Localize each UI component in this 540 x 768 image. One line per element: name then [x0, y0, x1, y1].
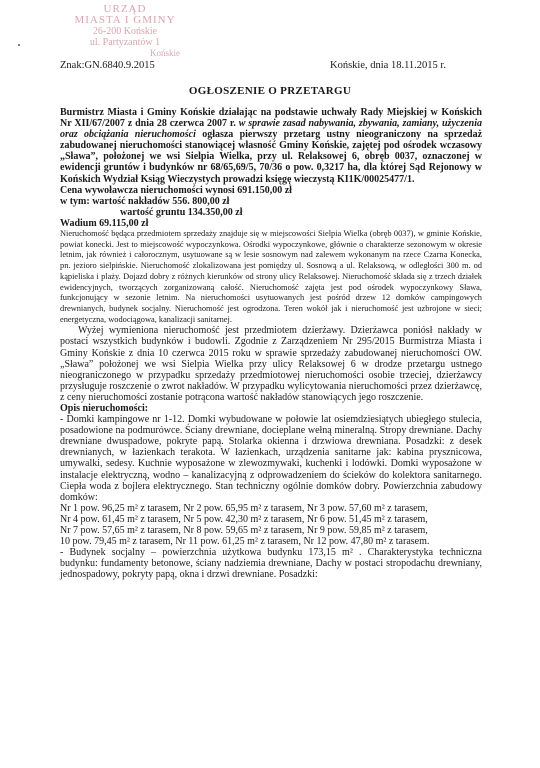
- social-building-paragraph: - Budynek socjalny – powierzchnia użytkowa budynku 173,15 m² . Charakterystyka techniczna budynku: fundamenty betonowe, ściany nadziemia drewniane, Dachy w postaci stropodachu drewniany, jednospadowy, pokryty papą, okna i drzwi drewniane. Posadzki:: [60, 547, 482, 581]
- place-and-date: Końskie, dnia 18.11.2015 r.: [330, 60, 446, 71]
- section-heading: Opis nieruchomości:: [60, 403, 149, 415]
- cottage-areas-line: Nr 1 pow. 96,25 m² z tarasem, Nr 2 pow. 65,95 m² z tarasem, Nr 3 pow. 57,60 m² z tarasem,: [60, 502, 428, 514]
- call-price: Cena wywoławcza nieruchomości wynosi 691.150,00 zł: [60, 184, 292, 196]
- stamp-line: ul. Partyzantów 1: [89, 37, 161, 48]
- office-stamp: [62, 4, 188, 59]
- intro-bold-start: Burmistrz Miasta i Gminy Końskie działając na podstawie uchwały Rady Miejskiej w Końskich Nr XII/67/2007 z dnia 28 czerwca 2007 r.: [60, 107, 482, 130]
- intro-bold-end: ogłasza pierwszy przetarg ustny nieograniczony na sprzedaż zabudowanej nieruchomości stanowiącej własność Gminy Końskie, zajętej pod ośrodek wczasowy „Sława”, położonej we wsi Sielpia Wielka, przy ul. Relaksowej 6, obręb 0037, oznaczonej w ewidencji gruntów i budynków nr 68/65,69/5, 70/36 o pow. 0,3217 ha, dla której Sąd Rejonowy w Końskich Wydział Ksiąg Wieczystych prowadzi księgę wieczystą KI1K/00025477/1.: [60, 129, 483, 185]
- property-description: Nieruchomość będąca przedmiotem sprzedaży znajduje się w miejscowości Sielpia Wielka (obręb 0037), w gminie Końskie, powiat konecki. Jest to miejscowość wypoczynkowa. Ośrodki wypoczynkowe, głównie o charakterze sezonowym w okresie letnim, jak również i całorocznym, usytuowane są w lesie sosnowym nad zalewem wykonanym na rzece Czarna Konecka, pn. jezioro sielpińskie. Nieruchomość zlokalizowana jest pomiędzy ul. Sosnową a ul. Relaksową, w odległości 300 m. od kąpieliska i plaży. Dojazd dobry z różnych kierunków od strony ulicy Relaksowej. Nieruchomość składa się z trzech działek ewidencyjnych, tworzących zorganizowaną całość. Nieruchomość zajęta jest pod ośrodek wypoczynkowy Sława, funkcjonujący w sezonie letnim. Na nieruchomości usytuowanych jest pośród drzew 12 domków campingowych drewnianych, budynek socjalny. Nieruchomość jest ogrodzona. Teren wokół jak i nieruchomość jest uzbrojone w sieci; energetyczna, wodociągowa, kanalizacji sanitarnej.: [60, 229, 482, 324]
- reference-number: Znak:GN.6840.9.2015: [60, 60, 155, 71]
- buildings-value: w tym: wartość nakładów 556. 800,00 zł: [60, 195, 230, 207]
- land-value: wartość gruntu 134.350,00 zł: [120, 206, 243, 218]
- cottages-paragraph: - Domki kampingowe nr 1-12. Domki wybudowane w połowie lat osiemdziesiątych ubiegłego stulecia, posadowione na podmurówce. Ściany drewniane, docieplane wełną mineralną. Stropy drewniane. Dachy drewniane dwuspadowe, pokryte papą. Stolarka okienna i drzwiowa drewniana. Posadzki: z desek drewnianych, w łazienkach terakota. W łazienkach, urządzenia sanitarne jak: kabina prysznicowa, umywalki, sedesy. Kuchnie wyposażone w zlewozmywaki, kuchenki i lodówki. Domki wyposażone w instalacje elektryczną, wodno – kanalizacyjną z odprowadzeniem do ścieków do kolektora sanitarnego. Ciepła woda z bojlera elektrycznego. Stan techniczny ogólnie domków dobry. Powierzchnia zabudowy domków:: [60, 414, 482, 503]
- stamp-line: URZĄD: [103, 3, 147, 15]
- stamp-line: 26-200 Końskie: [92, 26, 158, 37]
- cottage-areas-line: 10 pow. 79,45 m² z tarasem, Nr 11 pow. 61,25 m² z tarasem, Nr 12 pow. 47,80 m² z tarasem.: [60, 536, 430, 548]
- scan-mark: [18, 44, 20, 46]
- stamp-line: Końskie: [150, 48, 180, 58]
- stamp-line: MIASTA I GMINY: [74, 14, 176, 26]
- lease-paragraph: Wyżej wymieniona nieruchomość jest przedmiotem dzierżawy. Dzierżawca poniósł nakłady w postaci wszystkich budynków i budowli. Zgodnie z Zarządzeniem Nr 295/2015 Burmistrza Miasta i Gminy Końskie z dnia 10 czerwca 2015 roku w sprawie sprzedaży zabudowanej nieruchomości OW. „Sława” położonej we wsi Sielpia Wielka przy ulicy Relaksowej 6 w drodze przetargu ustnego nieograniczonego w przypadku sprzedaży przedmiotowej nieruchomości osobie trzeciej, dzierżawcy przysługuje roszczenie o zwrot nakładów. W przypadku wylicytowania nieruchomości przez dzierżawcę, z ceny nieruchomości zostanie potrącona wartość nakładów stanowiących jego roszczenie.: [60, 325, 482, 403]
- cottage-areas-line: Nr 4 pow. 61,45 m² z tarasem, Nr 5 pow. 42,30 m² z tarasem, Nr 6 pow. 51,45 m² z tarasem,: [60, 513, 428, 525]
- cottage-areas-line: Nr 7 pow. 57,65 m² z tarasem, Nr 8 pow. 59,65 m² z tarasem, Nr 9 pow. 59,85 m² z tarasem,: [60, 525, 428, 537]
- intro-bold-italic: w sprawie zasad nabywania, zbywania, zamiany, użyczenia oraz obciążania nieruchomości: [60, 118, 482, 141]
- document-body: [60, 107, 482, 581]
- deposit: Wadium 69.115,00 zł: [60, 217, 149, 229]
- document-title: OGŁOSZENIE O PRZETARGU: [188, 85, 352, 97]
- intro-paragraph: [60, 107, 482, 185]
